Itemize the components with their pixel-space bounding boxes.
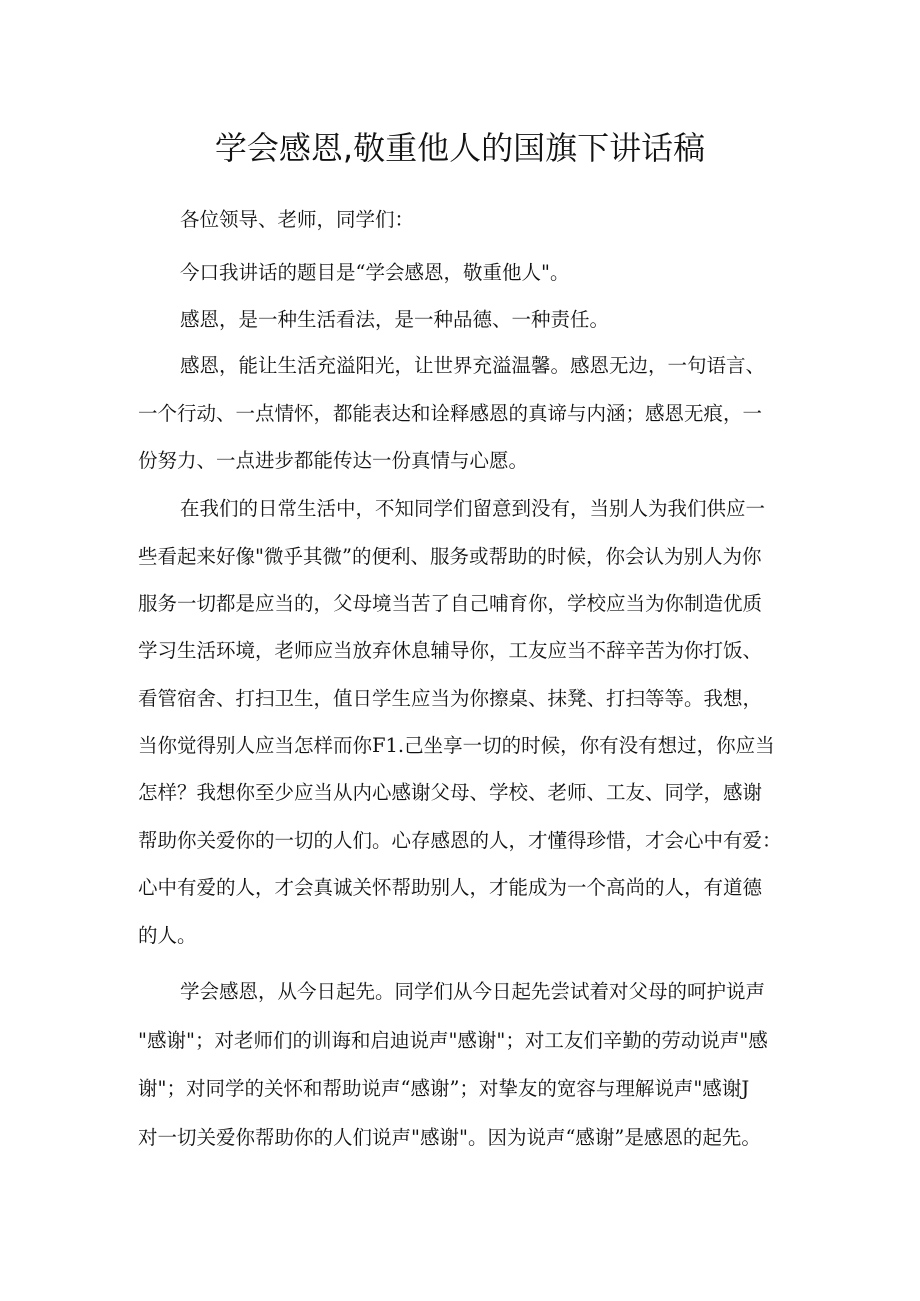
paragraph-line: 份努力、一点进步都能传达一份真情与心愿。 xyxy=(138,449,529,472)
paragraph-line: 当你觉得别人应当怎样而你F1.己坐享一切的时候，你有没有想过，你应当 xyxy=(138,734,775,757)
paragraph-line: 看管宿舍、打扫卫生，值日学生应当为你擦桌、抹凳、打扫等等。我想， xyxy=(138,687,763,710)
paragraph-line: "感谢"；对老师们的训诲和启迪说声"感谢"；对工友们辛勤的劳动说声"感 xyxy=(138,1029,768,1052)
paragraph-line: 一个行动、一点情怀，都能表达和诠释感恩的真谛与内涵；感恩无痕，一 xyxy=(138,402,763,425)
paragraph-line: 感恩，能让生活充溢阳光，让世界充溢温馨。感恩无边，一句语言、 xyxy=(180,354,766,377)
paragraph-line: 心中有爱的人，才会真诚关怀帮助别人，才能成为一个高尚的人，有道德 xyxy=(138,876,763,899)
paragraph-line: 怎样？我想你至少应当从内心感谢父母、学校、老师、工友、同学，感谢 xyxy=(138,781,763,804)
paragraph-line: 服务一切都是应当的，父母境当苦了自己哺育你，学校应当为你制造优质 xyxy=(138,592,763,615)
paragraph-line: 学会感恩，从今日起先。同学们从今日起先尝试着对父母的呵护说声 xyxy=(180,980,766,1003)
paragraph-line: 今口我讲话的题目是“学会感恩，敬重他人"。 xyxy=(180,261,570,284)
paragraph-line: 谢"；对同学的关怀和帮助说声“感谢”；对挚友的宽容与理解说声"感谢J xyxy=(138,1077,750,1100)
paragraph-line: 学习生活环境，老师应当放弃休息辅导你，工友应当不辞辛苦为你打饭、 xyxy=(138,639,763,662)
paragraph-line: 在我们的日常生活中，不知同学们留意到没有，当别人为我们供应一 xyxy=(180,497,766,520)
paragraph-line: 感恩，是一种生活看法，是一种品德、一种责任。 xyxy=(180,308,610,331)
paragraph-line: 的人。 xyxy=(138,924,197,947)
salutation-line: 各位领导、老师，同学们： xyxy=(180,208,415,231)
paragraph-line: 些看起来好像"微乎其微”的便利、服务或帮助的时候，你会认为别人为你 xyxy=(138,545,762,568)
document-title: 学会感恩,敬重他人的国旗下讲话稿 xyxy=(214,129,706,167)
paragraph-line: 帮助你关爱你的一切的人们。心存感恩的人，才懂得珍惜，才会心中有爱： xyxy=(138,829,782,852)
paragraph-line: 对一切关爱你帮助你的人们说声"感谢"。因为说声“感谢”是感恩的起先。 xyxy=(138,1126,761,1149)
